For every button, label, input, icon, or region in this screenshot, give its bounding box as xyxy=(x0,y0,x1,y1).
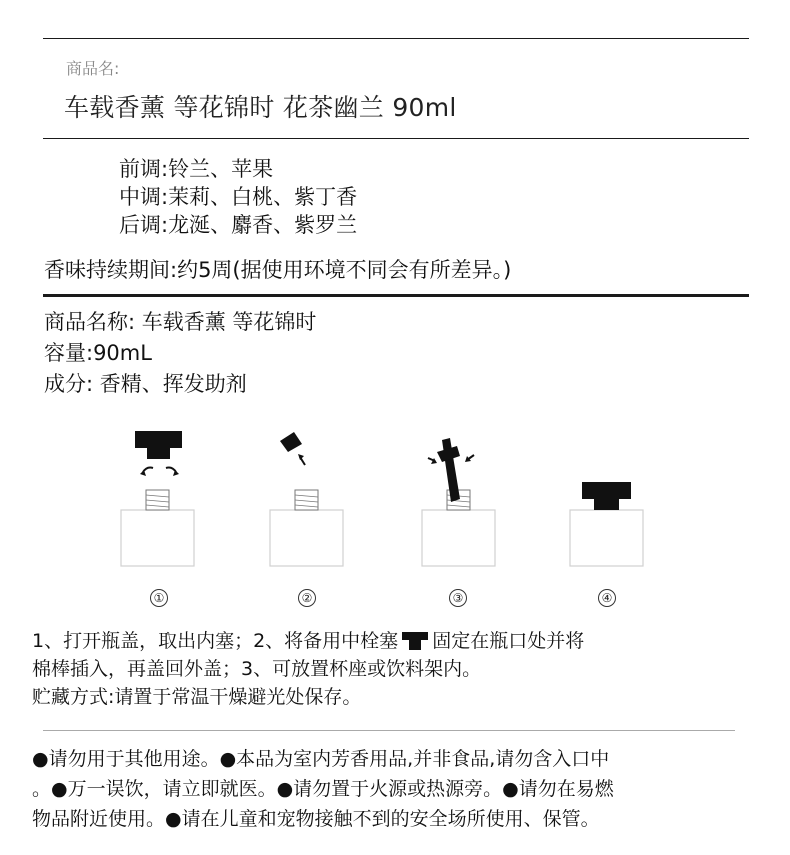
middle-note: 中调:茉莉、白桃、紫丁香 xyxy=(119,185,358,209)
duration-rule xyxy=(43,294,749,297)
spec-ingredients: 成分: 香精、挥发助剂 xyxy=(44,372,247,396)
warning-line-2: 。●万一误饮，请立即就医。●请勿置于火源或热源旁。●请勿在易燃 xyxy=(32,778,614,800)
bottle-step-4 xyxy=(570,482,643,566)
spec-name: 商品名称: 车载香薰 等花锦时 xyxy=(44,310,317,334)
instruction-line-1 xyxy=(32,627,584,655)
instruction-line-1-end: 固定在瓶口处并将 xyxy=(432,630,585,652)
warning-rule xyxy=(43,730,735,731)
warning-line-1: ●请勿用于其他用途。●本品为室内芳香用品,并非食品,请勿含入口中 xyxy=(32,748,610,770)
step-number-2: ② xyxy=(298,589,316,607)
base-note: 后调:龙涎、麝香、紫罗兰 xyxy=(119,213,358,237)
instructions-block xyxy=(32,627,584,711)
top-rule xyxy=(43,38,749,39)
step-number-3: ③ xyxy=(449,589,467,607)
fragrance-notes xyxy=(119,155,357,239)
duration-text: 香味持续期间:约5周(据使用环境不同会有所差异。) xyxy=(44,258,512,282)
header-rule xyxy=(43,138,749,139)
bottle-step-3 xyxy=(422,438,495,566)
step-number-1: ① xyxy=(150,589,168,607)
top-note: 前调:铃兰、苹果 xyxy=(119,157,274,181)
warnings-block xyxy=(32,744,614,834)
storage-text: 贮藏方式:请置于常温干燥避光处保存。 xyxy=(32,686,362,708)
instruction-line-2: 棉棒插入，再盖回外盖；3、可放置杯座或饮料架内。 xyxy=(32,658,482,680)
product-name-label: 商品名: xyxy=(66,59,120,78)
bottle-step-1 xyxy=(121,431,194,566)
specs-block xyxy=(44,307,316,400)
spec-capacity: 容量:90mL xyxy=(44,341,152,365)
step-number-4: ④ xyxy=(598,589,616,607)
stopper-icon xyxy=(402,632,428,650)
instruction-line-1-start: 1、打开瓶盖，取出内塞；2、将备用中栓塞 xyxy=(32,630,399,652)
usage-illustration xyxy=(0,420,790,580)
product-title: 车载香薰 等花锦时 花茶幽兰 90ml xyxy=(64,93,457,122)
warning-line-3: 物品附近使用。●请在儿童和宠物接触不到的安全场所使用、保管。 xyxy=(32,808,600,830)
bottle-step-2 xyxy=(270,432,343,566)
